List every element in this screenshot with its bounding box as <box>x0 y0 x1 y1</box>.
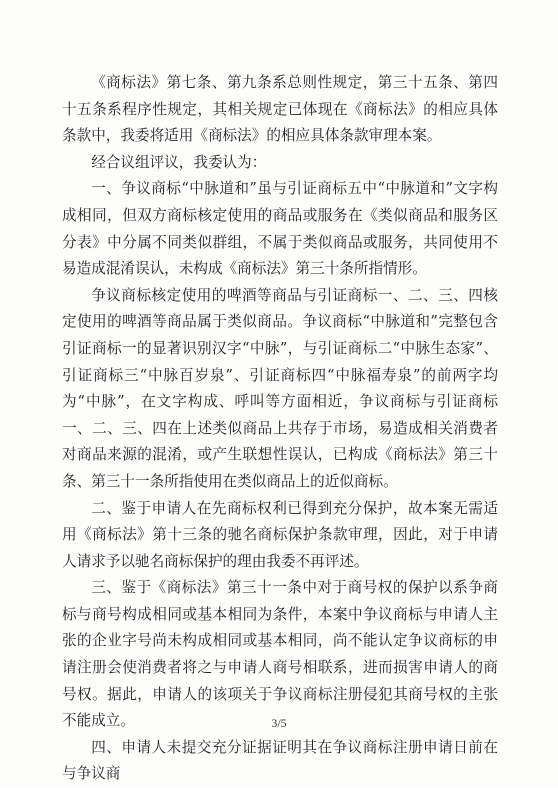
paragraph-3: 一、争议商标“中脉道和”虽与引证商标五中“中脉道和”文字构成相同，但双方商标核定使用的商品或服务在《类似商品和服务区分表》中分属不同类似群组，不属于类似商品或服务，共同使用不易造成混淆误认，未构成《商标法》第三十条所指情形。 <box>62 180 498 278</box>
paragraph-1: 《商标法》第七条、第九条系总则性规定，第三十五条、第四十五条系程序性规定，其相关规定已体现在《商标法》的相应具体条款中，我委将适用《商标法》的相应具体条款审理本案。 <box>62 74 498 145</box>
paragraph-6: 三、鉴于《商标法》第三十一条中对于商号权的保护以系争商标与商号构成相同或基本相同为条件，本案中争议商标与申请人主张的企业字号尚未构成相同或基本相同，尚不能认定争议商标的申请注册会使消费者将之与申请人商号相联系，进而损害申请人的商号权。据此，申请人的该项关于争议商标注册侵犯其商号权的主张不能成立。 <box>62 579 498 730</box>
document-body <box>62 70 498 788</box>
paragraph-4: 争议商标核定使用的啤酒等商品与引证商标一、二、三、四核定使用的啤酒等商品属于类似商品。争议商标“中脉道和”完整包含引证商标一的显著识别汉字“中脉”，与引证商标二“中脉生态家”、引证商标三“中脉百岁泉”、引证商标四“中脉福寿泉”的前两字均为“中脉”，在文字构成、呼叫等方面相近，争议商标与引证商标一、二、三、四在上述类似商品上共存于市场，易造成相关消费者对商品来源的混淆，或产生联想性误认，已构成《商标法》第三十条、第三十一条所指使用在类似商品上的近似商标。 <box>62 286 498 490</box>
paragraph-5: 二、鉴于申请人在先商标权利已得到充分保护，故本案无需适用《商标法》第十三条的驰名商标保护条款审理，因此，对于申请人请求予以驰名商标保护的理由我委不再评述。 <box>62 499 498 570</box>
page-number: 3/5 <box>271 716 287 730</box>
paragraph-2: 经合议组评议，我委认为： <box>91 153 267 171</box>
paragraph-7: 四、申请人未提交充分证据证明其在争议商标注册申请日前在与争议商 <box>62 738 498 783</box>
